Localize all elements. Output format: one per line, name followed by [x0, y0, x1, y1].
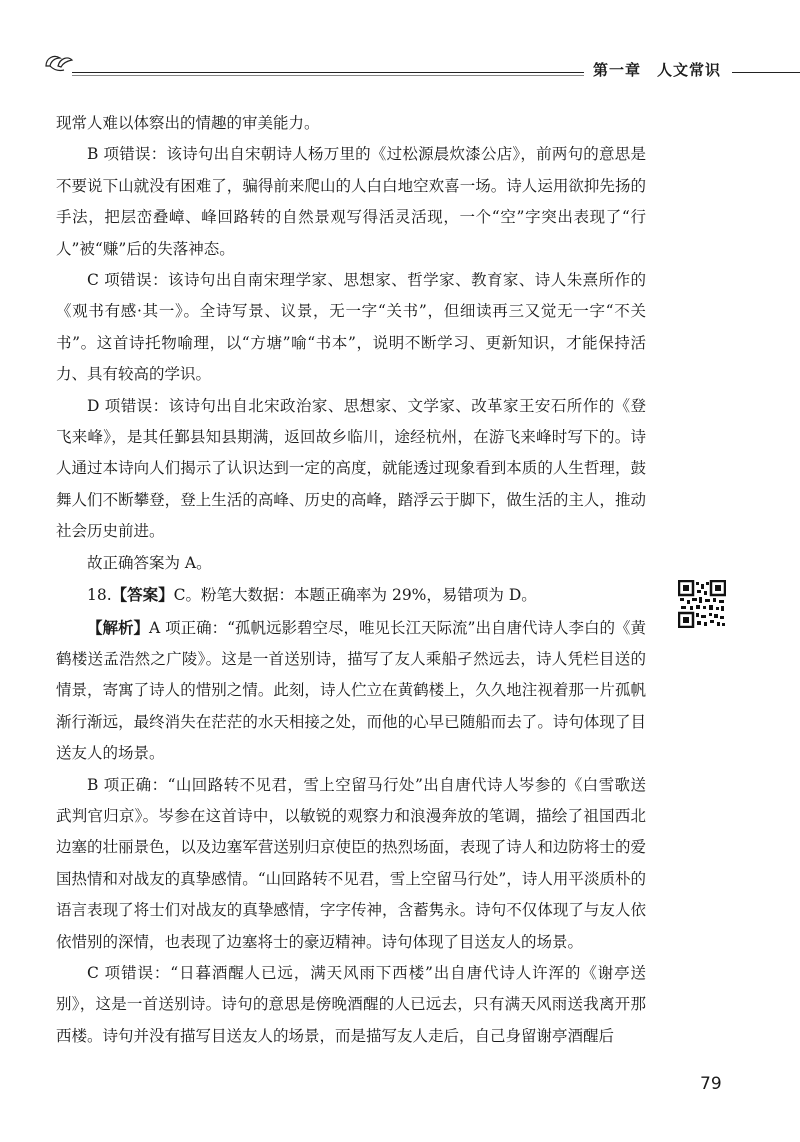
header-rule-left — [72, 72, 584, 73]
question-number: 18. — [87, 586, 112, 605]
leaf-icon — [44, 52, 74, 74]
paragraph: 现常人难以体察出的情趣的审美能力。 — [56, 114, 320, 132]
paragraph: C 项错误：该诗句出自南宋理学家、思想家、哲学家、教育家、诗人朱熹所作的《观书有感·其一》。全诗写景、议景，无一字“关书”，但细读再三又觉无一字“不关书”。这首诗托物喻理，以“方塘”喻“书本”，说明不断学习、更新知识，才能保持活力、具有较高的学识。 — [56, 271, 646, 384]
page-number: 79 — [700, 1074, 722, 1094]
header-rule-right — [732, 72, 800, 73]
qr-code-icon[interactable] — [678, 580, 726, 628]
paragraph: D 项错误：该诗句出自北宋政治家、思想家、文学家、改革家王安石所作的《登飞来峰》，是其任鄞县知县期满，返回故乡临川，途经杭州，在游飞来峰时写下的。诗人通过本诗向人们揭示了认识达到一定的高度，就能透过现象看到本质的人生哲理，鼓舞人们不断攀登，登上生活的高峰、历史的高峰，踏浮云于脚下，做生活的主人，推动社会历史前进。 — [56, 396, 646, 541]
chapter-title: 第一章 人文常识 — [593, 61, 722, 79]
page-header — [0, 0, 800, 90]
analysis-label: 【解析】 — [87, 617, 150, 637]
paragraph: B 项正确：“山回路转不见君，雪上空留马行处”出自唐代诗人岑参的《白雪歌送武判官归京》。岑参在这首诗中，以敏锐的观察力和浪漫奔放的笔调，描绘了祖国西北边塞的壮丽景色，以及边塞军营送别归京使臣的热烈场面，表现了诗人和边防将士的爱国热情和对战友的真挚感情。“山回路转不见君，雪上空留马行处”，诗人用平淡质朴的语言表现了将士们对战友的真挚感情，字字传神，含蓄隽永。诗句不仅体现了与友人依依惜别的深情，也表现了边塞将士的豪迈精神。诗句体现了目送友人的场景。 — [56, 775, 646, 951]
answer-label: 【答案】 — [111, 585, 174, 605]
paragraph: C 项错误：“日暮酒醒人已远，满天风雨下西楼”出自唐代诗人许浑的《谢亭送别》，这是一首送别诗。诗句的意思是傍晚酒醒的人已远去，只有满天风雨送我离开那西楼。诗句并没有描写目送友人的场景，而是描写友人走后，自己身留谢亭酒醒后 — [56, 963, 646, 1045]
question-18-analysis — [56, 612, 646, 770]
analysis-text: A 项正确：“孤帆远影碧空尽，唯见长江天际流”出自唐代诗人李白的《黄鹤楼送孟浩然之广陵》。这是一首送别诗，描写了友人乘船孑然远去，诗人凭栏目送的情景，寄寓了诗人的惜别之情。此刻，诗人伫立在黄鹤楼上，久久地注视着那一片孤帆渐行渐远，最终消失在茫茫的水天相接之处，而他的心早已随船而去了。诗句体现了目送友人的场景。 — [56, 618, 646, 763]
page-body — [56, 108, 646, 1052]
paragraph: 故正确答案为 A。 — [87, 553, 212, 572]
paragraph: B 项错误：该诗句出自宋朝诗人杨万里的《过松源晨炊漆公店》，前两句的意思是不要说下山就没有困难了，骗得前来爬山的人白白地空欢喜一场。诗人运用欲抑先扬的手法，把层峦叠嶂、峰回路转的自然景观写得活灵活现，一个“空”字突出表现了“行人”被“赚”后的失落神态。 — [56, 145, 646, 258]
question-18-answer — [56, 579, 646, 611]
answer-text: C。粉笔大数据：本题正确率为 29%，易错项为 D。 — [173, 586, 537, 605]
header-rule-left-thin — [72, 75, 584, 76]
